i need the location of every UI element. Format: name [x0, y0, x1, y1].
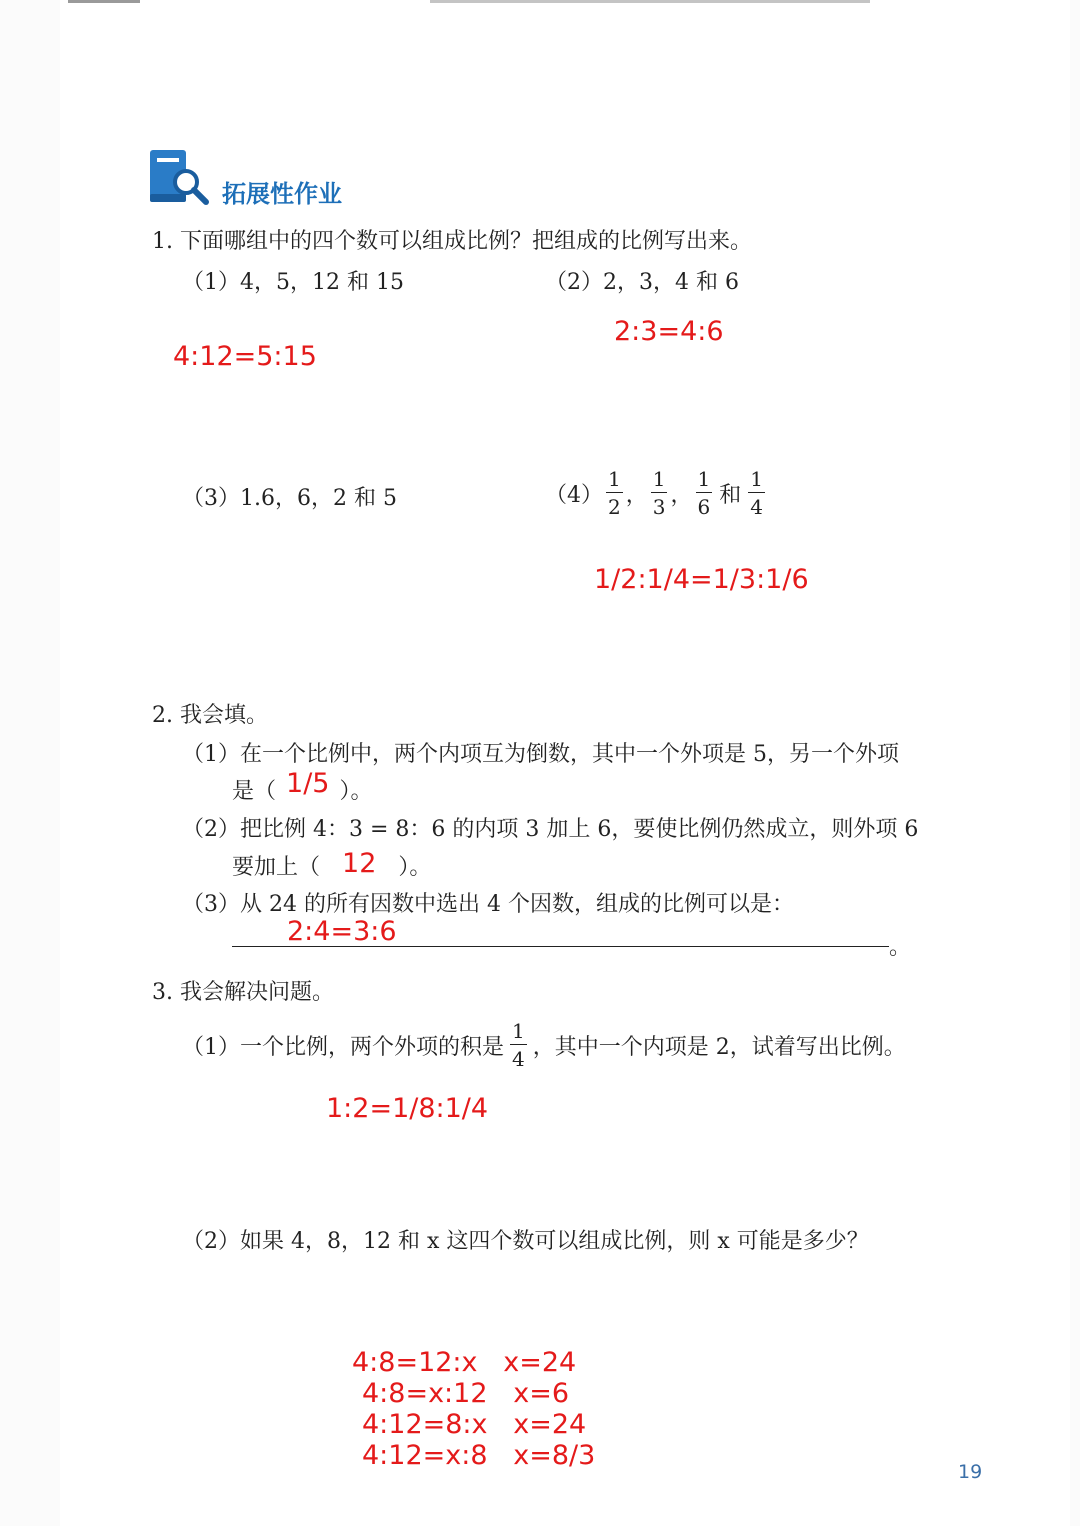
q1-part2-answer: 2:3=4:6 [614, 316, 724, 347]
q3-part2-text: （2）如果 4，8，12 和 x 这四个数可以组成比例，则 x 可能是多少？ [182, 1229, 869, 1254]
and-word: 和 [719, 482, 742, 508]
q1-part4-label [545, 464, 768, 522]
q1-stem: 1. 下面哪组中的四个数可以组成比例？把组成的比例写出来。 [152, 229, 752, 254]
fraction: $\frac{1}{2}$ [608, 467, 621, 519]
q2-part3-line1: （3）从 24 的所有因数中选出 4 个因数，组成的比例可以是： [182, 892, 794, 917]
q3-stem: 3. 我会解决问题。 [152, 980, 334, 1005]
q1-part3-label: （3）1.6，6，2 和 5 [182, 486, 397, 511]
q3-part2-answer-line: 4:8=x:12 x=6 [362, 1378, 570, 1409]
q3-part2-answer-line: 4:12=x:8 x=8/3 [362, 1440, 596, 1471]
q2-part1-answer: 1/5 [286, 768, 330, 799]
q1-part4-prefix: （4） [545, 482, 603, 508]
q2-part3-end: 。 [889, 935, 912, 960]
q2-part3-answer: 2:4=3:6 [287, 916, 397, 947]
fraction: $\frac{1}{4}$ [750, 467, 763, 519]
scan-edge-mark [430, 0, 870, 3]
q2-part2-answer: 12 [342, 848, 377, 879]
book-magnifier-icon [148, 148, 210, 210]
section-title: 拓展性作业 [222, 180, 342, 208]
scan-edge-mark [68, 0, 140, 3]
q1-part1-answer: 4:12=5:15 [173, 341, 317, 372]
q3-part1-text: （1）一个比例，两个外项的积是 $\frac{1}{4}$ ，其中一个内项是 2，试着写出比例。 [182, 1019, 906, 1071]
q2-part2-line2: 要加上（ 12 ）。 [232, 848, 432, 880]
answer-line [232, 946, 889, 947]
q2-part1-line2: 是（ 1/5 ）。 [232, 768, 373, 804]
q1-part4-answer: 1/2:1/4=1/3:1/6 [594, 564, 809, 595]
fraction: $\frac{1}{4}$ [512, 1019, 525, 1071]
q2-stem: 2. 我会填。 [152, 703, 268, 728]
q3-part2-answer-line: 4:8=12:x x=24 [352, 1347, 577, 1378]
separator: ， [670, 482, 693, 508]
page-number: 19 [958, 1461, 983, 1483]
q1-part1-label: （1）4，5，12 和 15 [182, 270, 404, 295]
q1-part2-label: （2）2，3，4 和 6 [545, 270, 739, 295]
q3-part2-answer-line: 4:12=8:x x=24 [362, 1409, 587, 1440]
q2-part1-line1: （1）在一个比例中，两个内项互为倒数，其中一个外项是 5，另一个外项 [182, 742, 899, 767]
fraction: $\frac{1}{3}$ [652, 467, 666, 519]
q3-part1-answer: 1:2=1/8:1/4 [326, 1093, 489, 1124]
separator: ， [625, 482, 648, 508]
fraction: $\frac{1}{6}$ [697, 467, 711, 519]
q2-part2-line1: （2）把比例 4：3 = 8：6 的内项 3 加上 6，要使比例仍然成立，则外项 6 [182, 817, 919, 842]
